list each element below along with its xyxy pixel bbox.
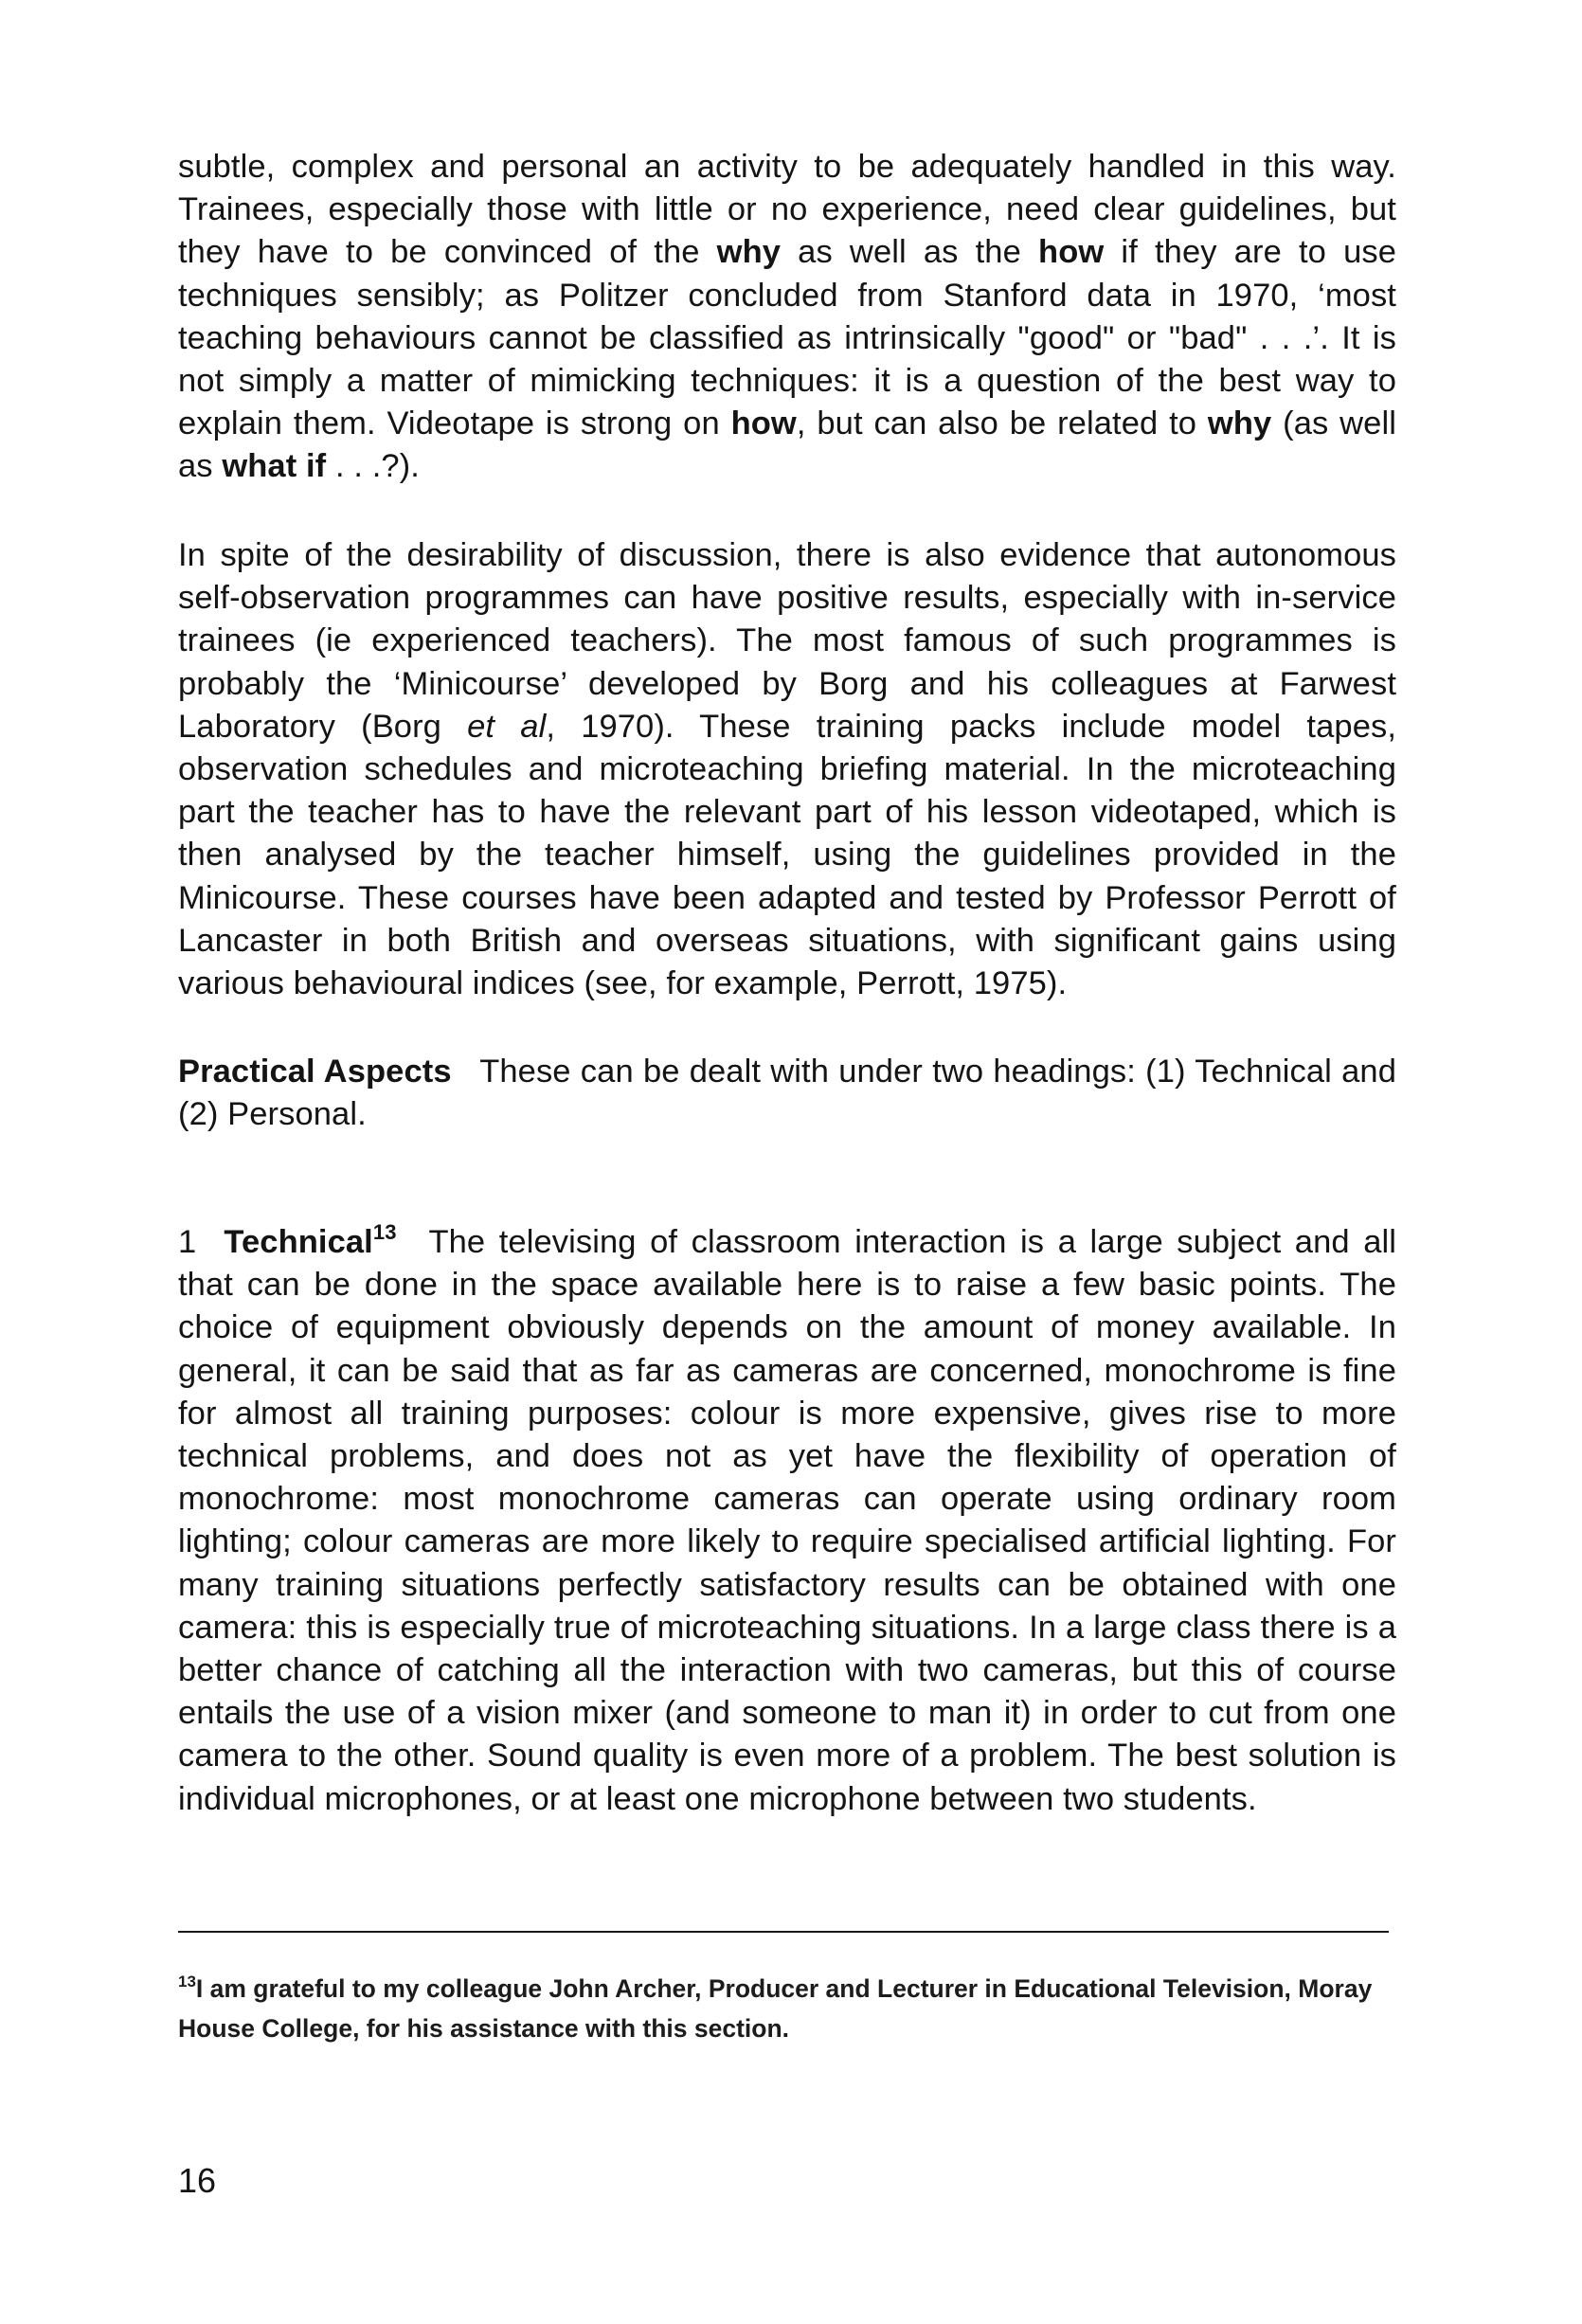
footnote-reference: 13 [372,1220,397,1244]
emphasis-how: how [730,405,797,442]
emphasis-how: how [1038,234,1105,271]
run-in-heading: Practical Aspects [178,1054,452,1090]
text-run: if they are to use techniques sensibly; as Politzer concluded from Stanford data in 1970, ‘most teaching behaviours cannot be classified as intrinsically "good" or "bad" . . .’. It is not simply a matter of mimicking techniques: it is a question of the best way to explain them. Videotape is strong on [178,234,1397,442]
italic-et-al: et al [467,708,547,745]
text-run: . . .?). [326,448,420,485]
section-number: 1 [178,1224,197,1260]
text-run: , 1970). These training packs include model tapes, observation schedules and microteaching briefing material. In the microteaching part the teacher has to have the relevant part of his lesson videotaped, which is then analysed by the teacher himself, using the guidelines provided in the Minicourse. These courses have been adapted and tested by Professor Perrott of Lancaster in both British and overseas situations, with significant gains using various behavioural indices (see, for example, Perrott, 1975). [178,708,1397,1002]
footnote-divider [178,1931,1389,1933]
paragraph-practical-aspects [178,1051,1396,1136]
run-in-heading: Technical [224,1224,373,1260]
footnote-marker: 13 [178,1973,196,1991]
paragraph-minicourse [178,534,1396,1005]
text-run: The televising of classroom interaction is a large subject and all that can be done in the space available here is to raise a few basic points. The choice of equipment obviously depends on the amount of money available. In general, it can be said that as far as cameras are concerned, monochrome is fine for almost all training purposes: colour is more expensive, gives rise to more technical problems, and does not as yet have the flexibility of operation of monochrome: most monochrome cameras can operate using ordinary room lighting; colour cameras are more likely to require specialised artificial lighting. For many training situations perfectly satisfactory results can be obtained with one camera: this is especially true of microteaching situations. In a large class there is a better chance of catching all the interaction with two cameras, but this of course entails the use of a vision mixer (and someone to man it) in order to cut from one camera to the other. Sound quality is even more of a problem. The best solution is individual microphones, or at least one microphone between two students. [178,1224,1397,1817]
footnote-text: I am grateful to my colleague John Archer, Producer and Lecturer in Educational Television, Moray House College, for his assistance with this section. [178,1974,1373,2043]
text-run: In spite of the desirability of discussion, there is also evidence that autonomous self-observation programmes can have positive results, especially with in-service trainees (ie experienced teachers). The most famous of such programmes is probably the ‘Minicourse’ developed by Borg and his colleagues at Farwest Laboratory (Borg [178,537,1396,745]
emphasis-what-if: what if [222,448,327,485]
emphasis-why: why [716,234,782,271]
paragraph-technical [178,1221,1396,1821]
text-run: as well as the [781,234,1039,271]
footnote [178,1969,1400,2048]
text-run: (as well as [178,405,1396,485]
text-run: , but can also be related to [796,405,1208,442]
text-run: These can be dealt with under two headings: (1) Technical and (2) Personal. [178,1054,1396,1133]
emphasis-why: why [1207,405,1272,442]
text-run: subtle, complex and personal an activity to be adequately handled in this way. Trainees, especially those with little or no experience, need clear guidelines, but they have to be convinced of the [178,149,1396,271]
paragraph-continued [178,146,1396,489]
page-number: 16 [178,2161,217,2200]
